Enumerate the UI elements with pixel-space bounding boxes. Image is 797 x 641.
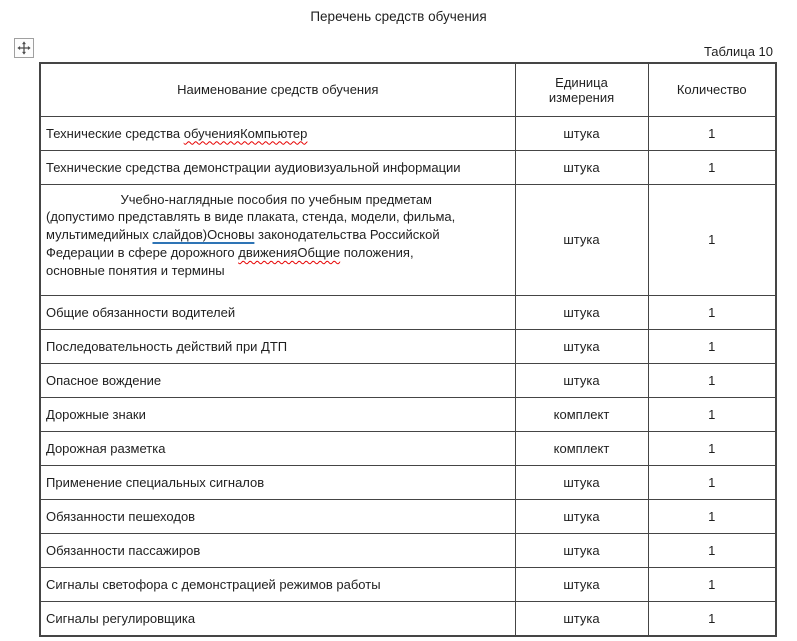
quantity-cell[interactable]: 1: [648, 364, 776, 398]
spell-underlined-text: обученияКомпьютер: [183, 125, 308, 141]
text-segment: Обязанности пешеходов: [46, 509, 196, 525]
text-segment: Федерации в сфере дорожного: [46, 244, 239, 260]
header-cell-quantity[interactable]: Количество: [648, 63, 776, 116]
text-segment: Общие обязанности водителей: [46, 305, 236, 321]
table-row: [40, 432, 776, 466]
text-line: [46, 542, 509, 559]
text-segment: законодательства Российской: [254, 227, 440, 243]
quantity-cell[interactable]: 1: [648, 398, 776, 432]
text-segment: Дорожные знаки: [46, 407, 146, 423]
text-line: [46, 191, 507, 209]
text-line: [46, 159, 509, 176]
text-segment: Сигналы светофора с демонстрацией режимов работы: [46, 577, 381, 593]
quantity-cell[interactable]: 1: [648, 568, 776, 602]
name-cell[interactable]: [40, 296, 515, 330]
unit-cell[interactable]: штука: [515, 364, 648, 398]
text-segment: Дорожная разметка: [46, 441, 166, 457]
text-line: [46, 304, 509, 321]
spell-underlined-text: движенияОбщие: [238, 244, 341, 260]
table-row: [40, 364, 776, 398]
unit-cell[interactable]: штука: [515, 602, 648, 636]
unit-cell[interactable]: штука: [515, 296, 648, 330]
text-segment: Технические средства: [46, 125, 184, 141]
table-move-handle[interactable]: [14, 38, 34, 58]
table-row: [40, 568, 776, 602]
text-line: [46, 474, 509, 491]
unit-cell[interactable]: штука: [515, 150, 648, 184]
table-row: [40, 534, 776, 568]
quantity-cell[interactable]: 1: [648, 500, 776, 534]
text-segment: Последовательность действий при ДТП: [46, 339, 288, 355]
name-cell[interactable]: [40, 432, 515, 466]
quantity-cell[interactable]: 1: [648, 602, 776, 636]
document-title[interactable]: Перечень средств обучения: [310, 9, 487, 24]
text-line: [46, 610, 509, 627]
text-segment: Сигналы регулировщика: [46, 611, 196, 627]
text-segment: Обязанности пассажиров: [46, 543, 201, 559]
name-cell[interactable]: [40, 364, 515, 398]
header-row: [40, 63, 776, 116]
unit-cell[interactable]: штука: [515, 466, 648, 500]
text-line: [46, 125, 509, 142]
grammar-underlined-text: слайдов)Основы: [152, 227, 255, 243]
quantity-cell[interactable]: 1: [648, 432, 776, 466]
text-segment: Технические средства демонстрации аудиовизуальной информации: [46, 159, 461, 175]
quantity-cell[interactable]: 1: [648, 116, 776, 150]
name-cell[interactable]: [40, 116, 515, 150]
text-segment: Учебно-наглядные пособия по учебным предметам: [120, 191, 432, 207]
name-cell[interactable]: [40, 602, 515, 636]
table-row: [40, 602, 776, 636]
training-aids-table: [39, 62, 777, 637]
quantity-cell[interactable]: 1: [648, 150, 776, 184]
unit-cell[interactable]: штука: [515, 116, 648, 150]
text-segment: Опасное вождение: [46, 373, 162, 389]
quantity-cell[interactable]: 1: [648, 296, 776, 330]
unit-cell[interactable]: штука: [515, 568, 648, 602]
unit-cell[interactable]: штука: [515, 184, 648, 296]
table-row: [40, 500, 776, 534]
quantity-cell[interactable]: 1: [648, 184, 776, 296]
name-cell[interactable]: [40, 568, 515, 602]
text-line: [46, 226, 507, 244]
name-cell[interactable]: [40, 466, 515, 500]
name-cell[interactable]: [40, 500, 515, 534]
text-line: [46, 576, 509, 593]
text-segment: основные понятия и термины: [46, 262, 225, 278]
table-row: [40, 184, 776, 296]
quantity-cell[interactable]: 1: [648, 466, 776, 500]
unit-cell[interactable]: комплект: [515, 398, 648, 432]
text-line: [46, 262, 507, 280]
unit-cell[interactable]: комплект: [515, 432, 648, 466]
text-segment: Применение специальных сигналов: [46, 475, 265, 491]
table-caption: Таблица 10: [703, 44, 773, 59]
table-row: [40, 466, 776, 500]
name-cell[interactable]: [40, 398, 515, 432]
text-line: [46, 372, 509, 389]
name-cell[interactable]: [40, 330, 515, 364]
table-row: [40, 398, 776, 432]
text-line: [46, 440, 509, 457]
name-cell[interactable]: [40, 150, 515, 184]
unit-cell[interactable]: штука: [515, 534, 648, 568]
name-cell[interactable]: [40, 534, 515, 568]
text-line: [46, 508, 509, 525]
move-cross-icon: [17, 41, 31, 55]
table-header: [40, 63, 776, 116]
quantity-cell[interactable]: 1: [648, 330, 776, 364]
text-segment: мультимедийных: [46, 227, 153, 243]
table-row: [40, 296, 776, 330]
table-row: [40, 116, 776, 150]
table-body: [40, 116, 776, 636]
unit-cell[interactable]: штука: [515, 500, 648, 534]
text-line: [46, 406, 509, 423]
text-line: [46, 208, 507, 226]
table-row: [40, 330, 776, 364]
text-line: [46, 244, 507, 262]
text-segment: (допустимо представлять в виде плаката, стенда, модели, фильма,: [46, 209, 456, 225]
header-cell-unit[interactable]: Единица измерения: [515, 63, 648, 116]
unit-cell[interactable]: штука: [515, 330, 648, 364]
text-line: [46, 338, 509, 355]
quantity-cell[interactable]: 1: [648, 534, 776, 568]
text-segment: положения,: [340, 244, 414, 260]
header-cell-name[interactable]: Наименование средств обучения: [40, 63, 515, 116]
table-row: [40, 150, 776, 184]
name-cell[interactable]: [40, 184, 515, 296]
